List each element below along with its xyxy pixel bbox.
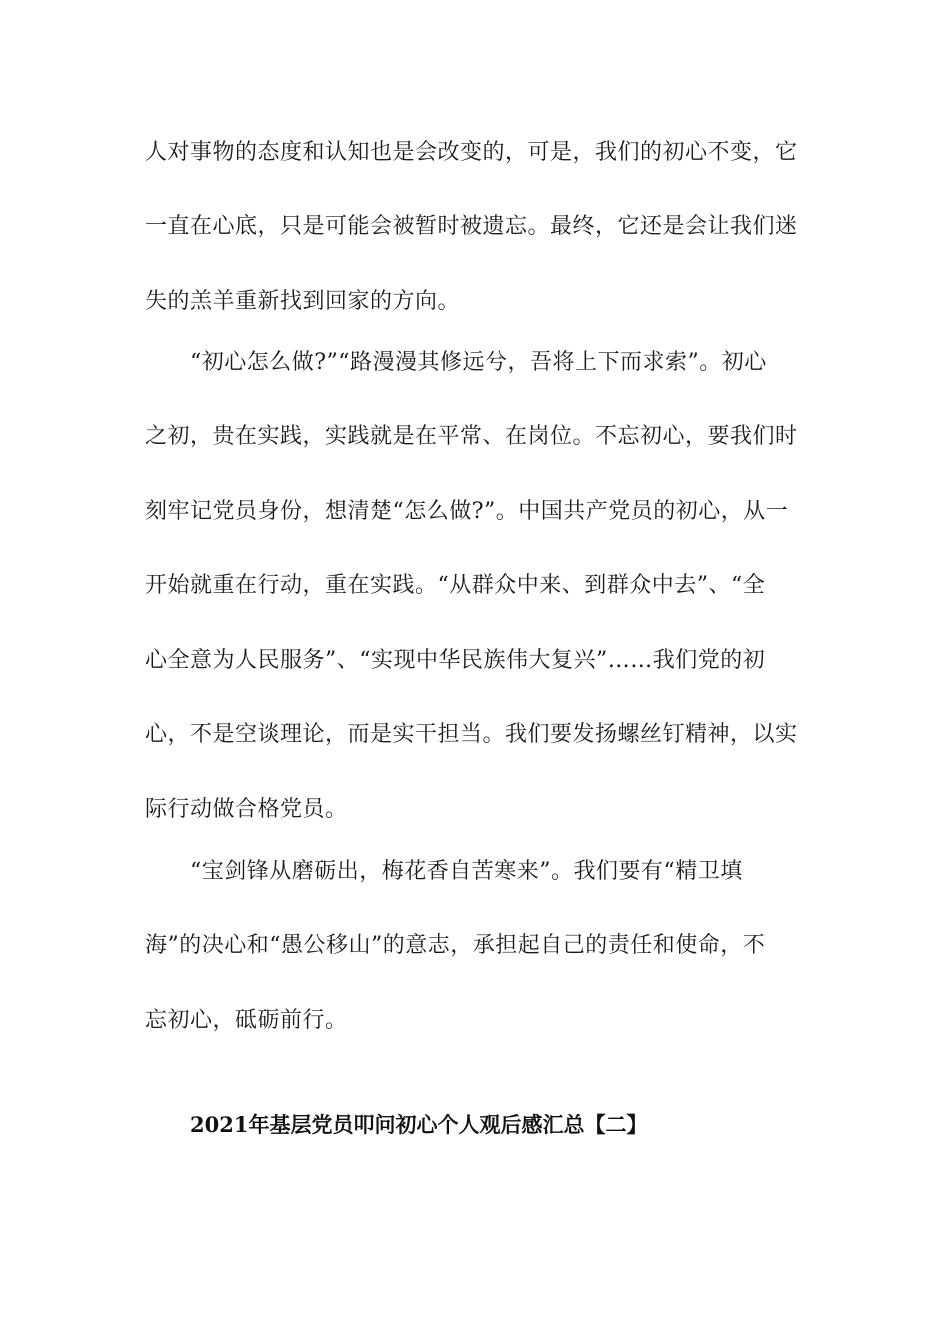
text-line: 刻牢记党员身份，想清楚“怎么做?”。中国共产党员的初心，从一 — [145, 499, 789, 524]
section-heading: 2021年基层党员叩问初心个人观后感汇总【二】 — [190, 1112, 648, 1137]
text-line: “初心怎么做?”“路漫漫其修远兮，吾将上下而求索”。初心 — [190, 350, 767, 375]
text-line: 开始就重在行动，重在实践。“从群众中来、到群众中去”、“全 — [145, 573, 766, 598]
text-line: 心，不是空谈理论，而是实干担当。我们要发扬螺丝钉精神，以实 — [145, 722, 798, 747]
text-line: “宝剑锋从磨砺出，梅花香自苦寒来”。我们要有“精卫填 — [190, 859, 743, 884]
text-line: 际行动做合格党员。 — [145, 797, 348, 822]
text-line: 之初，贵在实践，实践就是在平常、在岗位。不忘初心，要我们时 — [145, 424, 798, 449]
text-line: 海”的决心和“愚公移山”的意志，承担起自己的责任和使命，不 — [145, 933, 766, 958]
text-line: 一直在心底，只是可能会被暂时被遗忘。最终，它还是会让我们迷 — [145, 214, 798, 239]
text-line: 忘初心，砥砺前行。 — [145, 1008, 348, 1033]
text-line: 人对事物的态度和认知也是会改变的，可是，我们的初心不变，它 — [145, 140, 798, 165]
text-line: 心全意为人民服务”、“实现中华民族伟大复兴”……我们党的初 — [145, 648, 766, 673]
text-line: 失的羔羊重新找到回家的方向。 — [145, 289, 461, 314]
